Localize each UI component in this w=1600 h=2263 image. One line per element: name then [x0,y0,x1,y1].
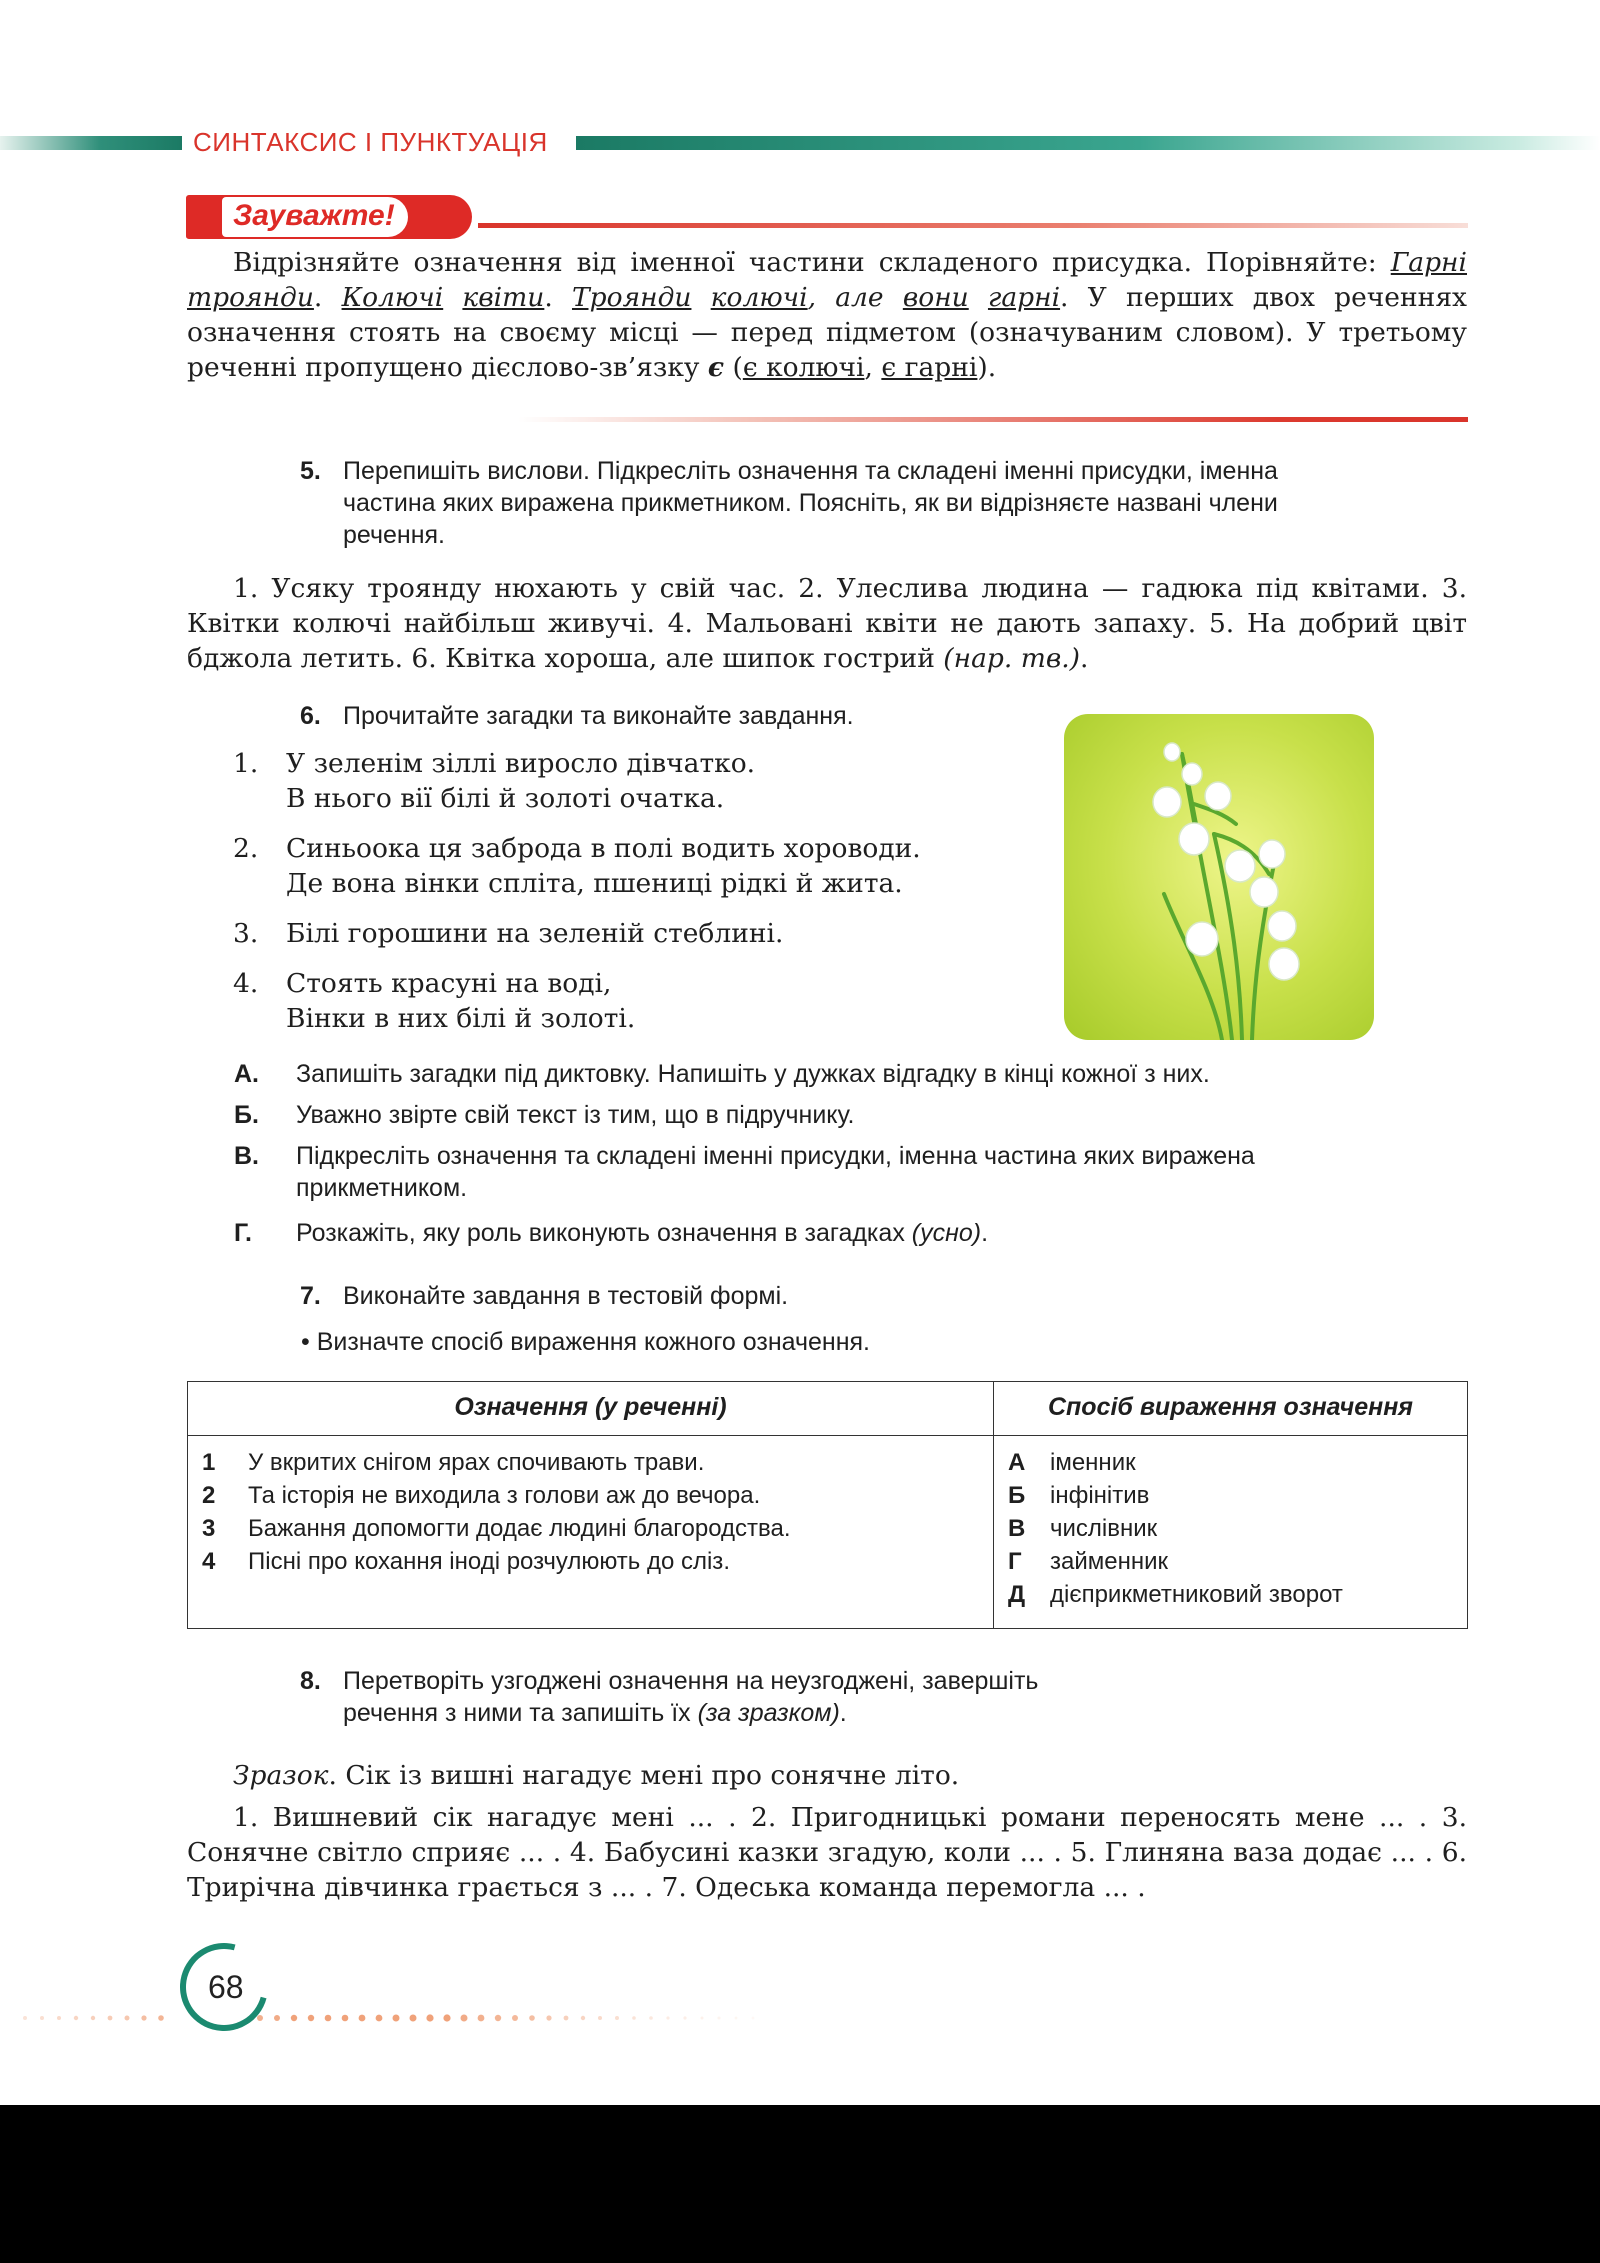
riddle-line: Стоять красуні на воді, [286,968,612,999]
exercise-number: 6. [300,702,321,730]
riddle-number: 2. [233,833,259,864]
row-key: 4 [202,1548,216,1575]
exercise-6-instruction [300,700,1000,732]
exercise-7-instruction [300,1280,1200,1312]
note-text: Відрізняйте означення від іменної частини складеного присудка. Порівняйте: [233,247,1391,278]
exercise-text [300,1665,1400,1729]
note-example: Колючі [341,282,444,313]
row-key: Б [1008,1482,1026,1509]
exercise-text: Перепишіть вислови. Підкресліть означення та складені іменні присудки, іменна частина яких виражена прикметником. Поясніть, як ви відрізняєте названі члени речення. [343,457,1278,549]
section-title: СИНТАКСИС І ПУНКТУАЦІЯ [193,127,548,157]
exercise-number: 7. [300,1282,321,1310]
note-text: . [544,282,572,313]
riddle-item [233,916,1033,951]
riddle-line: Вінки в них білі й золоті. [286,1003,636,1034]
note-label: Зауважте! [233,199,395,232]
riddle-line: В нього вії білі й золоті очатка. [286,783,725,814]
row-value: дієприкметниковий зворот [1050,1581,1343,1608]
task-c [234,1140,1344,1204]
row-value: займенник [1050,1548,1169,1575]
task-letter: А. [234,1060,259,1088]
exercise-8-sentences: 1. Вишневий сік нагадує мені ... . 2. Пригодницькі романи переносять мене ... . 3. Сонячне світло сприяє ... . 4. Бабусині казки згадую, коли ... . 5. Глиняна ваза додає ... . 6. Трирічна дівчинка грається з ... . 7. Одеська команда перемогла ... . [187,1802,1467,1903]
test-table [187,1381,1468,1629]
row-value: іменник [1050,1449,1136,1476]
row-value: Пісні про кохання іноді розчулюють до сліз. [248,1548,730,1575]
riddle-number: 4. [233,968,259,999]
riddle-line: Білі горошини на зеленій стеблині. [286,918,784,949]
row-key: Г [1008,1548,1022,1575]
note-text: , але [807,282,903,313]
table-row [202,1446,791,1479]
header-bar-right [576,136,1600,150]
task-end: . [981,1219,989,1247]
row-value: числівник [1050,1515,1158,1542]
task-letter: Б. [234,1101,259,1129]
row-key: А [1008,1449,1026,1476]
sentences-end: . [1080,643,1089,674]
row-value: Бажання допомогти додає людині благородства. [248,1515,791,1542]
exercise-number: 5. [300,457,321,485]
note-example: Троянди [571,282,692,313]
task-text: Запишіть загадки під диктовку. Напишіть у дужках відгадку в кінці кожної з них. [296,1060,1210,1088]
riddle-number: 1. [233,748,259,779]
exercise-number: 8. [300,1667,321,1695]
task-text: Підкресліть означення та складені іменні присудки, іменна частина яких виражена прикметником. [296,1142,1255,1202]
task-text-main: Розкажіть, яку роль виконують означення в загадках [296,1219,912,1247]
table-left-column [202,1446,791,1578]
table-row [1008,1545,1343,1578]
table-header-divider [188,1435,1467,1436]
sample-text: . Сік із вишні нагадує мені про сонячне літо. [328,1760,960,1791]
exercise-note: (за зразком) [697,1699,840,1727]
riddle-line: Де вона вінки спліта, пшениці рідкі й жита. [286,868,903,899]
row-value: У вкритих снігом ярах спочивають трави. [248,1449,705,1476]
footer-dots [20,2013,820,2023]
exercise-text: Виконайте завдання в тестовій формі. [343,1282,789,1310]
exercise-7-bullet: • Визначте спосіб вираження кожного означення. [301,1328,871,1356]
table-row [1008,1512,1343,1545]
row-key: 2 [202,1482,216,1509]
table-header-col1: Означення (у реченні) [454,1393,727,1421]
exercise-8-instruction [300,1665,1400,1729]
row-key: 1 [202,1449,216,1476]
task-a [234,1058,1384,1090]
note-example: є [707,352,725,383]
note-example: вони [902,282,969,313]
task-text: Уважно звірте свій текст із тим, що в підручнику. [296,1101,855,1129]
task-d [234,1217,1384,1249]
note-example: є колючі [742,352,865,383]
task-text [234,1217,1384,1249]
flower-illustration [1064,714,1374,1040]
note-text: ). [977,352,997,383]
note-divider-bottom [518,417,1468,422]
page-number: 68 [208,1969,244,2005]
note-text [443,282,462,313]
lily-of-the-valley-image [1064,714,1374,1040]
note-text: . [313,282,342,313]
task-note: (усно) [911,1219,982,1247]
note-body [187,245,1467,385]
table-row [1008,1578,1343,1611]
note-example: є гарні [881,352,978,383]
row-key: В [1008,1515,1026,1542]
note-text: , [864,352,882,383]
table-row [202,1512,791,1545]
note-text [969,282,988,313]
table-header-col2: Спосіб вираження означення [1047,1393,1414,1421]
table-row [202,1479,791,1512]
exercise-end: . [839,1699,847,1727]
note-text: ( [724,352,743,383]
riddle-item [233,746,1033,816]
source-note: (нар. тв.) [943,643,1081,674]
row-value: Та історія не виходила з голови аж до вечора. [248,1482,761,1509]
riddle-item [233,831,1033,901]
note-example: Гарні [1390,247,1467,278]
exercise-text-main: Перетворіть узгоджені означення на неузгоджені, завершіть речення з ними та запишіть їх [343,1667,1039,1727]
row-key: Д [1008,1581,1026,1608]
sentences-text: 1. Усяку троянду нюхають у свій час. 2. Улеслива людина — гадюка під квітами. 3. Квітки колючі найбільш живучі. 4. Мальовані квіти не дають запаху. 5. На добрий цвіт бджола летить. 6. Квітка хороша, але шипок гострий [187,573,1467,674]
header-bar-left [0,136,182,150]
note-text: . У перших двох реченнях означення стоять на своєму місці — перед підметом (означуваним словом). У третьому реченні пропущено дієслово-зв’язку [187,282,1467,383]
row-key: 3 [202,1515,216,1542]
task-letter: В. [234,1142,259,1170]
row-value: інфінітив [1050,1482,1150,1509]
riddle-line: У зеленім зіллі виросло дівчатко. [286,748,756,779]
note-example: квіти [462,282,545,313]
note-example: колючі [710,282,808,313]
riddle-number: 3. [233,918,259,949]
riddle-item [233,966,1033,1036]
exercise-5-sentences [187,571,1467,676]
task-b [234,1099,1384,1131]
exercise-5-instruction [300,455,1368,551]
riddles-list [233,746,1033,1051]
task-letter: Г. [234,1219,252,1247]
table-row [1008,1446,1343,1479]
note-text [691,282,710,313]
note-divider-top [478,223,1468,228]
note-example: троянди [187,282,314,313]
sample-label: Зразок [233,1760,329,1791]
table-row [1008,1479,1343,1512]
exercise-text: Прочитайте загадки та виконайте завдання. [343,702,854,730]
sample-sentence [233,1758,959,1793]
table-row [202,1545,791,1578]
table-right-column [1008,1446,1343,1611]
note-example: гарні [987,282,1061,313]
riddle-line: Синьоока ця заброда в полі водить хороводи. [286,833,921,864]
